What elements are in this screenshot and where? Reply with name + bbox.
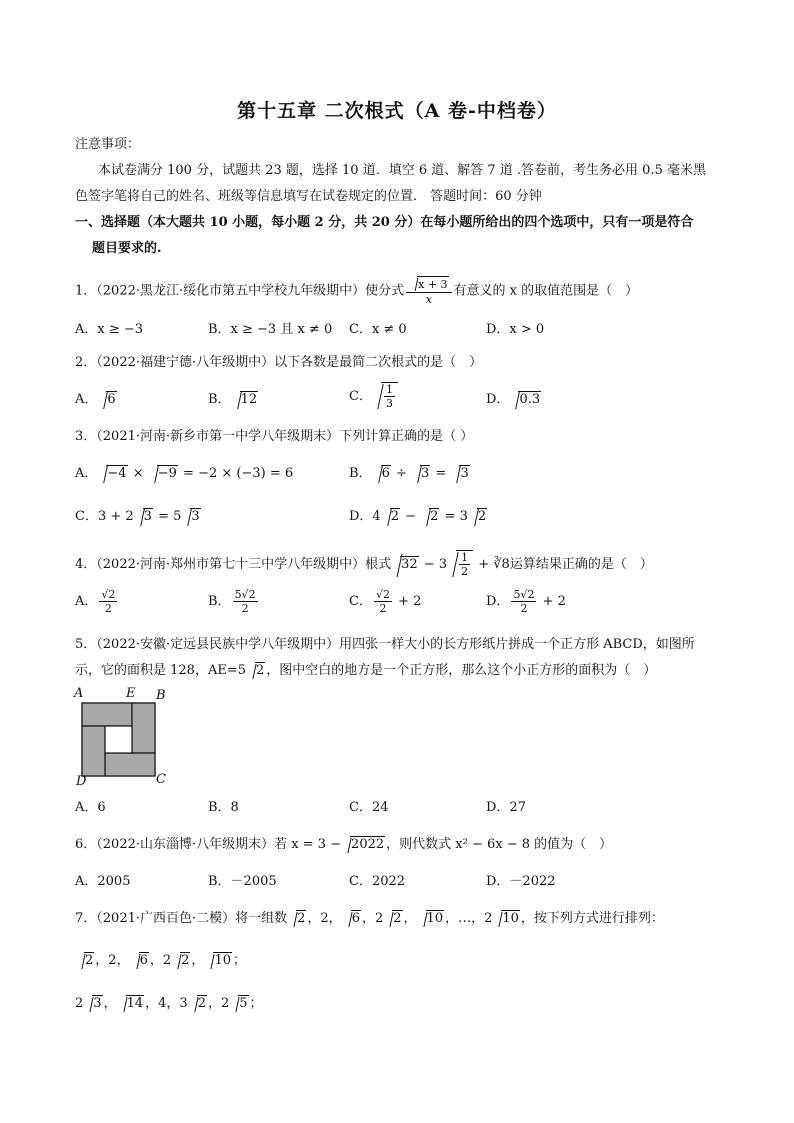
q6-stem-post: ，则代数式 x² − 6x − 8 的值为（ ） (386, 837, 613, 852)
q5-line2-post: ，图中空白的地方是一个正方形，那么这个小正方形的面积为（ ） (266, 663, 657, 678)
q6-stem-pre: 6．（2022·山东淄博·八年级期末）若 x = 3 − (75, 837, 342, 852)
q3-c-mid: = 5 (153, 509, 182, 524)
q1-frac-den: x (425, 293, 432, 306)
page-title: 第十五章 二次根式（A 卷-中档卷） (237, 100, 557, 122)
q5-option-d[interactable]: D．27 (486, 800, 526, 815)
q6-option-b[interactable]: B．－2005 (208, 874, 277, 889)
label-c: C (156, 772, 166, 787)
q2-option-c[interactable] (349, 382, 399, 410)
label-b: B (156, 688, 166, 703)
q4-option-c[interactable] (349, 588, 421, 615)
q3-d-label: D．4 (349, 509, 381, 524)
q3-d-rad1: 2 (390, 509, 399, 524)
label-a: A (74, 686, 84, 701)
q3-a-label: A． (75, 466, 98, 481)
rect-left (82, 726, 105, 776)
q4-d-rest: + 2 (538, 594, 566, 609)
q5-option-c[interactable]: C．24 (349, 800, 389, 815)
q4-d-label: D． (486, 594, 510, 609)
label-d: D (76, 774, 87, 789)
q6-option-c[interactable]: C．2022 (349, 874, 406, 889)
notice-line-2: 色签字笔将自己的姓名、班级等信息填写在试卷规定的位置． 答题时间：60 分钟 (75, 189, 542, 204)
rect-top (82, 703, 132, 726)
q2-a-radicand: 6 (107, 392, 116, 407)
q3-option-a[interactable]: A． −4 × −9 = −2 × (−3) = 6 (75, 464, 293, 484)
q3-b-rad1: 6 (381, 466, 390, 481)
q3-a-rest: = −2 × (−3) = 6 (178, 466, 294, 481)
q3-b-rad2: 3 (421, 466, 430, 481)
q4-option-d[interactable] (486, 588, 566, 615)
q3-c-rad2: 3 (191, 509, 200, 524)
question-5-line-2 (75, 662, 656, 680)
q7-row2-text: 4， (158, 996, 180, 1011)
q4-d-num: 5√2 (513, 588, 535, 601)
question-1-options (75, 320, 735, 342)
question-4-options (75, 588, 735, 622)
question-6-stem (75, 836, 612, 854)
q4-option-a[interactable] (75, 588, 119, 615)
q4-option-b[interactable] (208, 588, 260, 615)
q3-c-label: C．3 + 2 (75, 509, 134, 524)
q3-d-rad3: 2 (477, 509, 487, 524)
question-7-stem: 7．（2021·广西百色·二模）将一组数 2 ，2， 6 ，2 2 ， 10 ，…，2 10 ，按下列方式进行排列： (75, 911, 664, 926)
q4-b-num: 5√2 (234, 588, 256, 601)
q2-b-radicand: 12 (240, 392, 258, 407)
q2-option-d[interactable] (486, 390, 542, 410)
q2-c-den: 3 (385, 397, 393, 410)
question-1-stem (75, 276, 638, 306)
question-2-options (75, 383, 735, 420)
q3-b-label: B． (349, 466, 372, 481)
q1-option-d[interactable]: D．x > 0 (486, 322, 545, 337)
q4-minus-3: − 3 (419, 557, 448, 572)
label-e: E (126, 686, 136, 701)
q4-b-den: 2 (241, 602, 249, 615)
question-3-stem: 3．（2021·河南·新乡市第一中学八年级期末）下列计算正确的是（ ） (75, 429, 474, 444)
q7-row-2: 2 3 ， 14 ，4，3 2 ，2 5 ； (75, 996, 263, 1011)
q2-option-a[interactable] (75, 390, 118, 410)
notice-line-1: 本试卷满分 100 分，试题共 23 题，选择 10 道．填空 6 道、解答 7 道 .答卷前，考生务必用 0.5 毫米黑 (98, 163, 706, 178)
q2-d-label: D． (486, 392, 510, 407)
q4-d-den: 2 (520, 602, 528, 615)
q4-c-num: √2 (375, 588, 390, 601)
q4-a-num: √2 (101, 588, 116, 601)
q7-stem-post: ，…，2 (445, 911, 493, 926)
q1-fraction (406, 276, 451, 306)
q1-stem-pre: 1．（2022·黑龙江·绥化市第五中学校九年级期中）使分式 (75, 283, 405, 299)
q4-b-label: B． (208, 594, 231, 609)
question-5-options (75, 798, 735, 820)
q4-frac-num: 1 (461, 551, 469, 564)
q2-a-label: A． (75, 392, 98, 407)
q7-row-1: 2 ，2， 6 ，2 2 ， 10 ； (75, 952, 246, 970)
inner-square (105, 726, 132, 753)
question-5-line-1: 5．（2022·安徽·定远县民族中学八年级期中）用四张一样大小的长方形纸片拼成一个正方形 ABCD，如图所 (75, 637, 695, 652)
question-4-stem (75, 550, 653, 578)
q4-c-den: 2 (379, 602, 387, 615)
section-heading-cont: 题目要求的. (92, 241, 162, 256)
q4-rad-32: 32 (401, 557, 418, 572)
q7-stem-end: ，按下列方式进行排列： (520, 911, 664, 926)
q6-option-a[interactable]: A．2005 (75, 874, 131, 889)
q1-option-c[interactable]: C．x ≠ 0 (349, 322, 407, 337)
q1-option-a[interactable]: A．x ≥ −3 (75, 322, 144, 337)
q3-b-rad3: 3 (460, 466, 469, 481)
q3-d-mid: = 3 (440, 509, 468, 524)
question-6-options (75, 872, 735, 894)
q3-option-d[interactable]: D．4 2 − 2 = 3 2 (349, 507, 488, 527)
q2-d-radicand: 0.3 (519, 392, 541, 407)
q2-option-b[interactable] (208, 390, 259, 410)
q3-d-rad2: 2 (430, 509, 439, 524)
q1-option-b[interactable]: B．x ≥ −3 且 x ≠ 0 (208, 322, 333, 337)
q5-option-a[interactable]: A．6 (75, 800, 106, 815)
q4-c-rest: + 2 (393, 594, 422, 609)
q2-c-num: 1 (385, 383, 393, 396)
q7-row1-text: 2， (108, 953, 130, 968)
q7-stem-pre: 7．（2021·广西百色·二模）将一组数 (75, 911, 288, 926)
q2-b-label: B． (208, 392, 231, 407)
q3-a-rad2: −9 (157, 466, 177, 481)
q3-option-c[interactable] (75, 507, 202, 527)
q4-stem-post: 运算结果正确的是（ ） (509, 557, 653, 572)
q4-frac-den: 2 (461, 565, 469, 578)
q6-stem-rad: 2022 (351, 837, 385, 852)
q4-stem-pre: 4．（2022·河南·郑州市第七十三中学八年级期中）根式 (75, 557, 392, 572)
q4-cbrt: + ∛8 (474, 557, 510, 572)
q5-line2-pre: 示，它的面积是 128，AE=5 (75, 663, 246, 678)
q4-c-label: C． (349, 594, 372, 609)
q1-frac-num: x + 3 (418, 278, 448, 291)
section-heading: 一、选择题（本大题共 10 小题，每小题 2 分，共 20 分）在每小题所给出的四个选项中，只有一项是符合 (75, 215, 694, 230)
notice-heading: 注意事项： (75, 137, 141, 152)
q6-option-d[interactable]: D．－2022 (486, 874, 556, 889)
q2-c-label: C． (349, 389, 372, 404)
q5-option-b[interactable]: B．8 (208, 800, 239, 815)
rect-right (132, 703, 155, 753)
q5-line2-rad: 2 (256, 663, 265, 678)
q3-c-rad1: 3 (143, 509, 152, 524)
q3-a-rad1: −4 (107, 466, 127, 481)
q4-a-label: A． (75, 594, 98, 609)
q3-option-b[interactable]: B． 6 ÷ 3 = 3 (349, 464, 471, 484)
q4-a-den: 2 (104, 602, 112, 615)
question-3-options-row1 (75, 464, 735, 486)
square-diagram (72, 688, 172, 788)
q1-stem-post: 有意义的 x 的取值范围是（ ） (453, 283, 639, 299)
q7-stem-mid: ，2， (307, 911, 342, 926)
question-2-stem: 2．（2022·福建宁德·八年级期中）以下各数是最简二次根式的是（ ） (75, 355, 483, 370)
rect-bottom (105, 753, 155, 776)
question-3-options-row2 (75, 507, 735, 529)
